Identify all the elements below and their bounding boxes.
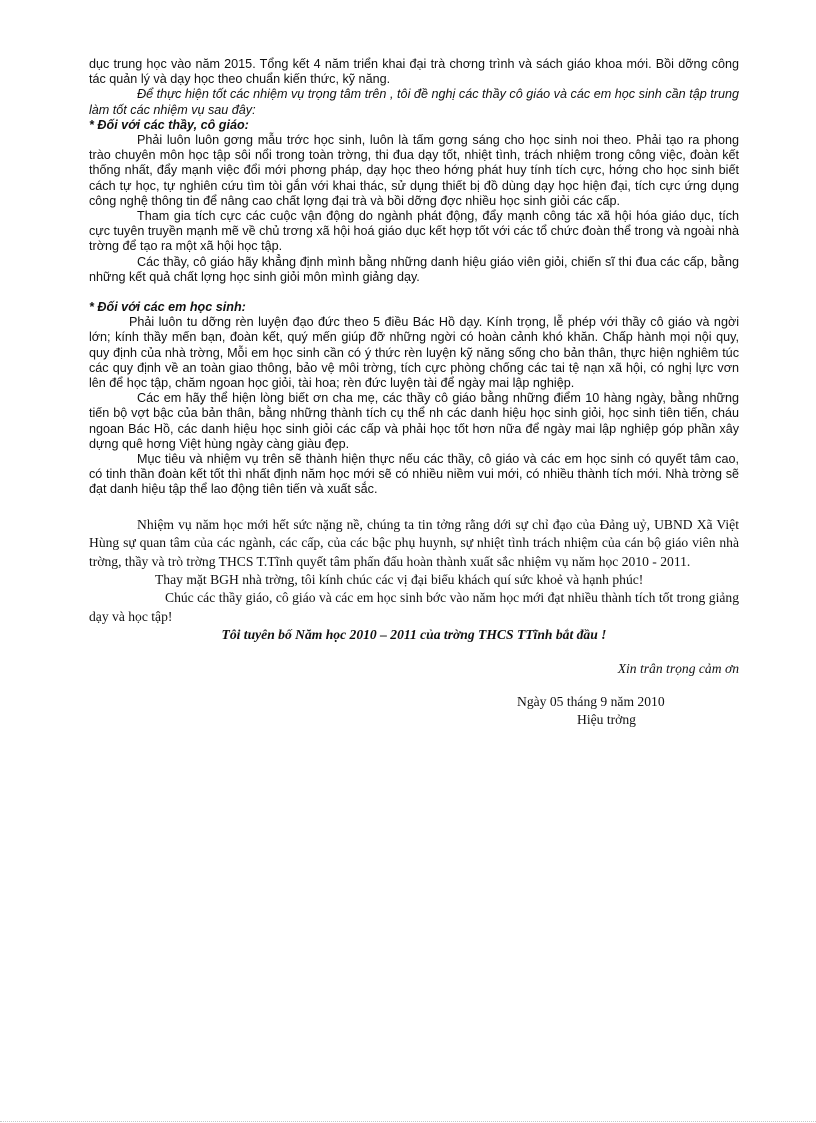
page-bottom-border xyxy=(0,1121,816,1122)
heading-students: * Đối với các em học sinh: xyxy=(89,300,246,315)
paragraph-wishes: Thay mặt BGH nhà trờng, tôi kính chúc các vị đại biểu khách quí sức khoẻ và hạnh phúc! xyxy=(155,571,644,587)
spacer xyxy=(89,285,739,300)
spacer xyxy=(89,678,739,693)
document-body xyxy=(89,57,739,730)
paragraph-teachers-1: Phải luôn luôn gơng mẫu trớc học sinh, luôn là tấm gơng sáng cho học sinh noi theo. Phải tạo ra phong trào chuyên môn học tập sôi nổi trong toàn trờng, thi đua dạy tốt, nhiệt tình, trách nhiệm trong công việc, đoàn kết thống nhất, đẩy mạnh việc đổi mới phơng pháp, dạy học theo hớng phát huy tính tích cực, hớng cho học sinh biết cách tự học, tự nghiên cứu tìm tòi gắn với khai thác, sử dụng thiết bị đồ dùng dạy học hiện đại, tích cực ứng dụng công nghệ thông tin để nâng cao chất lợng đại trà và bồi dỡng đợc nhiều học sinh giỏi các cấp. xyxy=(89,133,739,208)
paragraph-students-1: Phải luôn tu dỡng rèn luyện đạo đức theo 5 điều Bác Hồ dạy. Kính trọng, lễ phép với thầy cô giáo và ngời lớn; kính thầy mến bạn, đoàn kết, quý mến giúp đỡ những ngời có hoàn cảnh khó khăn. Chấp hành mọi nội quy, quy định của nhà trờng, Mỗi em học sinh cần có ý thức rèn luyện kỹ năng sống cho bản thân, thực hiện nghiêm túc các quy định về an toàn giao thông, bảo vệ môi trờng, tích cực phòng chống các tai tệ nạn xã hội, có nghị lực vơn lên để học tập, chăm ngoan học giỏi, tài hoa; rèn đức luyện tài để ngày mai lập nghiệp. xyxy=(89,315,739,391)
paragraph-closing: Nhiệm vụ năm học mới hết sức nặng nề, chúng ta tin tởng rằng dới sự chỉ đạo của Đảng uỷ, UBND Xã Việt Hùng sự quan tâm của các ngành, các cấp, của các bậc phụ huynh, sự nhiệt tình trách nhiệm của cán bộ giáo viên nhà trờng, thầy và trò trờng THCS T.Tĩnh quyết tâm phấn đấu hoàn thành xuất sắc nhiệm vụ năm học 2010 - 2011. xyxy=(89,516,739,569)
signer-title: Hiệu trởng xyxy=(577,712,636,728)
thanks-line: Xin trân trọng cảm ơn xyxy=(617,660,739,676)
spacer xyxy=(89,498,739,516)
opening-declaration: Tôi tuyên bố Năm học 2010 – 2011 của trờng THCS TTĩnh bắt đầu ! xyxy=(221,627,607,643)
heading-teachers: * Đối với các thầy, cô giáo: xyxy=(89,117,249,132)
paragraph-greetings: Chúc các thầy giáo, cô giáo và các em học sinh bớc vào năm học mới đạt nhiều thành tích tốt trong giảng dạy và học tập! xyxy=(89,590,739,624)
section-closing xyxy=(89,516,739,730)
paragraph-students-2: Các em hãy thể hiện lòng biết ơn cha mẹ, các thầy cô giáo bằng những điểm 10 hàng ngày, bằng những tiến bộ vợt bậc của bản thân, bằng những thành tích cụ thể nh các danh hiệu học sinh giỏi, học sinh tiên tiến, cháu ngoan Bác Hồ, các danh hiệu học sinh giỏi các cấp và phải học tốt hơn nữa để ngày mai lập nghiệp góp phần xây dựng quê hơng Việt hùng ngày càng giàu đẹp. xyxy=(89,391,739,451)
paragraph-proposal: Để thực hiện tốt các nhiệm vụ trọng tâm trên , tôi đề nghị các thầy cô giáo và các em học sinh cần tập trung làm tốt các nhiệm vụ sau đây: xyxy=(89,87,739,117)
paragraph-intro: dục trung học vào năm 2015. Tổng kết 4 năm triển khai đại trà chơng trình và sách giáo khoa mới. Bồi dỡng công tác quản lý và dạy học theo chuẩn kiến thức, kỹ năng. xyxy=(89,57,739,87)
paragraph-teachers-2: Tham gia tích cực các cuộc vận động do ngành phát động, đẩy mạnh công tác xã hội hóa giáo dục, tích cực tuyên truyền mạnh mẽ về chủ trơng xã hội hoá giáo dục kết hợp tốt với các tổ chức đoàn thể trong và ngoài nhà trờng để tạo ra một xã hội học tập. xyxy=(89,209,740,254)
spacer xyxy=(89,645,739,660)
date-line: Ngày 05 tháng 9 năm 2010 xyxy=(517,693,665,709)
section-main xyxy=(89,57,739,498)
paragraph-goals: Mục tiêu và nhiệm vụ trên sẽ thành hiện thực nếu các thầy, cô giáo và các em học sinh có quyết tâm cao, có tinh thần đoàn kết tốt thì nhất định năm học mới sẽ có nhiều niềm vui mới, có nhiều thành tích mới. Nhà trờng sẽ đạt danh hiệu tập thể lao động tiên tiến và xuất sắc. xyxy=(89,452,739,497)
paragraph-teachers-3: Các thầy, cô giáo hãy khẳng định mình bằng những danh hiệu giáo viên giỏi, chiến sĩ thi đua các cấp, bằng những kết quả chất lợng học sinh giỏi môn mình giảng dạy. xyxy=(89,254,739,284)
